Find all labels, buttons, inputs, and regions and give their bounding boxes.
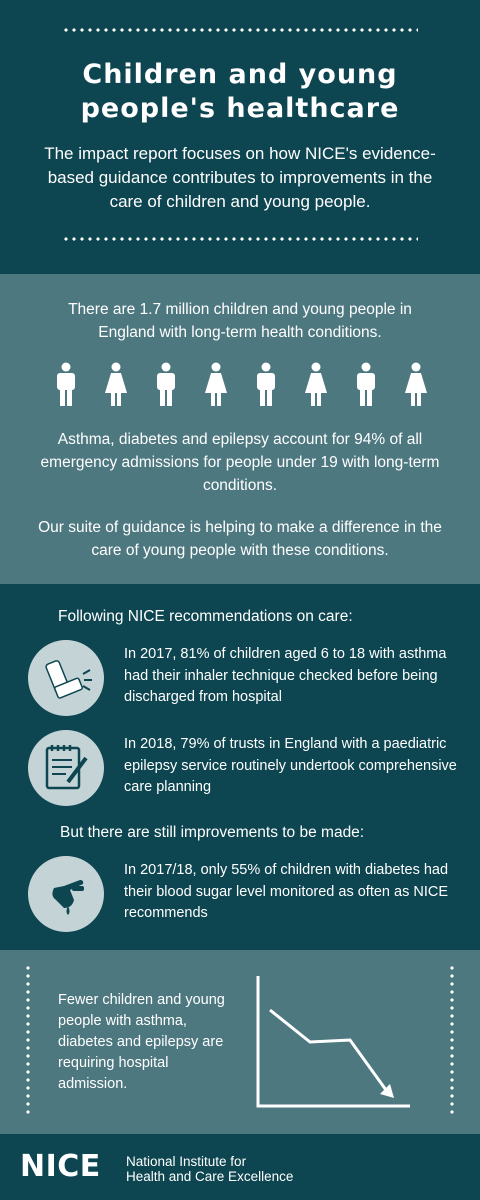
- girl-icon: [203, 362, 229, 406]
- dotted-divider-right: [450, 964, 454, 1118]
- girl-icon: [103, 362, 129, 406]
- dotted-divider-bottom: [62, 237, 418, 241]
- trend-section: [0, 950, 480, 1134]
- intro-text: The impact report focuses on how NICE's evidence-based guidance contributes to improvements in the care of children and young people.: [44, 144, 436, 211]
- care-plan-icon-circle: [28, 730, 104, 806]
- nice-logo: NICE: [20, 1149, 101, 1184]
- inhaler-icon: [28, 640, 104, 716]
- stat-emergency-admissions: Asthma, diabetes and epilepsy account for 94% of all emergency admissions for people under 19 with long-term conditions.: [40, 431, 440, 494]
- footer: [0, 1134, 480, 1200]
- header-section: [0, 0, 480, 274]
- girl-icon: [303, 362, 329, 406]
- finger-prick-icon-circle: [28, 856, 104, 932]
- recommendations-section: [0, 584, 480, 950]
- finger-prick-icon: [28, 856, 104, 932]
- title-line-2: people's healthcare: [80, 93, 400, 124]
- improvement-text-blood-sugar: In 2017/18, only 55% of children with diabetes had their blood sugar level monitored as often as NICE recommends: [124, 862, 449, 921]
- inhaler-icon-circle: [28, 640, 104, 716]
- rec-text-care-planning: In 2018, 79% of trusts in England with a paediatric epilepsy service routinely undertook comprehensive care planning: [124, 736, 457, 795]
- care-plan-icon: [28, 730, 104, 806]
- downward-trend-chart-icon: [248, 970, 418, 1116]
- boy-icon: [253, 362, 279, 406]
- girl-icon: [403, 362, 429, 406]
- title-line-1: Children and young: [82, 59, 398, 90]
- rec-text-inhaler: In 2017, 81% of children aged 6 to 18 with asthma had their inhaler technique checked before being discharged from hospital: [124, 646, 447, 705]
- org-name: [126, 1154, 326, 1184]
- stat-long-term-conditions: There are 1.7 million children and young people in England with long-term health conditions.: [68, 301, 412, 341]
- boy-icon: [153, 362, 179, 406]
- recommendations-heading: Following NICE recommendations on care:: [58, 608, 353, 625]
- improvements-heading: But there are still improvements to be made:: [60, 824, 365, 841]
- org-name-line-2: Health and Care Excellence: [126, 1169, 294, 1184]
- org-name-line-1: National Institute for: [126, 1154, 247, 1169]
- people-icon-row: [40, 362, 440, 406]
- stats-section: [0, 274, 480, 584]
- dotted-divider-left: [26, 964, 30, 1118]
- boy-icon: [353, 362, 379, 406]
- boy-icon: [53, 362, 79, 406]
- dotted-divider-top: [62, 28, 418, 32]
- trend-text: Fewer children and young people with asthma, diabetes and epilepsy are requiring hospital admission.: [58, 992, 225, 1092]
- page-title: [20, 58, 460, 126]
- stat-guidance-difference: Our suite of guidance is helping to make a difference in the care of young people with these conditions.: [38, 519, 442, 559]
